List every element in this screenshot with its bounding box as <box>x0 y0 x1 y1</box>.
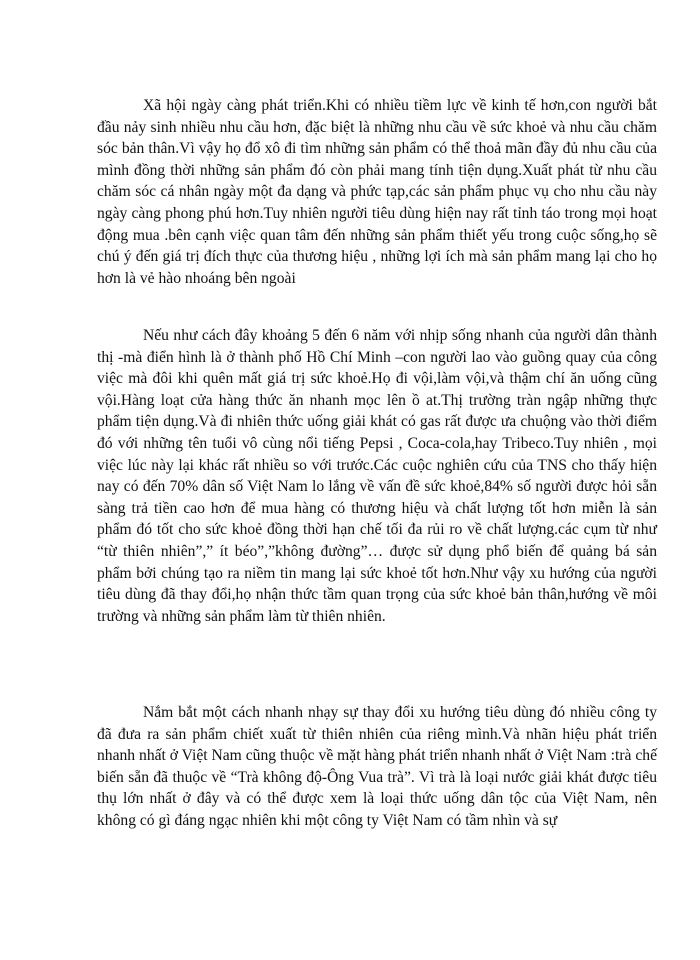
paragraph-health-needs: Xã hội ngày càng phát triển.Khi có nhiều tiềm lực về kinh tế hơn,con người bắt đầu nảy sinh nhiều nhu cầu hơn, đặc biệt là những nhu cầu về sức khoẻ và nhu cầu chăm sóc bản thân.Vì vậy họ đổ xô đi tìm những sản phẩm có thể thoả mãn đầy đủ nhu cầu của mình đồng thời những sản phẩm đó còn phải mang tính tiện dụng.Xuất phát từ nhu cầu chăm sóc cá nhân ngày một đa dạng và phức tạp,các sản phẩm phục vụ cho nhu cầu này ngày càng phong phú hơn.Tuy nhiên người tiêu dùng hiện nay rất tỉnh táo trong mọi hoạt động mua .bên cạnh việc quan tâm đến những sản phẩm thiết yếu trong cuộc sống,họ sẽ chú ý đến giá trị đích thực của thương hiệu , những lợi ích mà sản phẩm mang lại cho họ hơn là vẻ hào nhoáng bên ngoài <box>97 97 657 287</box>
paragraph-consumer-trends: Nếu như cách đây khoảng 5 đến 6 năm với nhịp sống nhanh của người dân thành thị -mà điển hình là ở thành phố Hồ Chí Minh –con người lao vào guồng quay của công việc mà đôi khi quên mất giá trị sức khoẻ.Họ đi vội,làm vội,và thậm chí ăn uống cũng vội.Hàng loạt cửa hàng thức ăn nhanh mọc lên ồ at.Thị trường tràn ngập những thực phẩm tiện dụng.Và đi nhiên thức uống giải khát có gas rất được ưa chuộng vào thời điểm đó với những tên tuổi vô cùng nổi tiếng Pepsi , Coca-cola,hay Tribeco.Tuy nhiên , mọi việc lúc này lại khác rất nhiều so với trước.Các cuộc nghiên cứu của TNS cho thấy hiện nay có đến 70% dân số Việt Nam lo lắng về vấn đề sức khoẻ,84% số người được hỏi sẵn sàng trả tiền cao hơn để mua hàng có thương hiệu và chất lượng tốt hơn miễn là sản phẩm đó tốt cho sức khoẻ đồng thời hạn chế tối đa rủi ro về chất lượng.các cụm từ như “từ thiên nhiên”,” ít béo”,”không đường”… được sử dụng phổ biến để quảng bá sản phẩm bởi chúng tạo ra niềm tin mang lại sức khoẻ tốt hơn.Như vậy xu hướng của người tiêu dùng đã thay đổi,họ nhận thức tầm quan trọng của sức khoẻ bản thân,hướng về môi trường và những sản phẩm làm từ thiên nhiên. <box>97 327 657 625</box>
paragraph-natural-products: Nắm bắt một cách nhanh nhạy sự thay đổi xu hướng tiêu dùng đó nhiều công ty đã đưa ra sản phẩm chiết xuất từ thiên nhiên của riêng mình.Và nhãn hiệu phát triển nhanh nhất ở Việt Nam cũng thuộc về mặt hàng phát triển nhanh nhất ở Việt Nam :trà chế biến sẵn đã thuộc về “Trà không độ-Ông Vua trà”. Vì trà là loại nước giải khát được tiêu thụ lớn nhất ở đây và có thể được xem là loại thức uống dân tộc của Việt Nam, nên không có gì đáng ngạc nhiên khi một công ty Việt Nam có tầm nhìn và sự <box>97 704 657 829</box>
